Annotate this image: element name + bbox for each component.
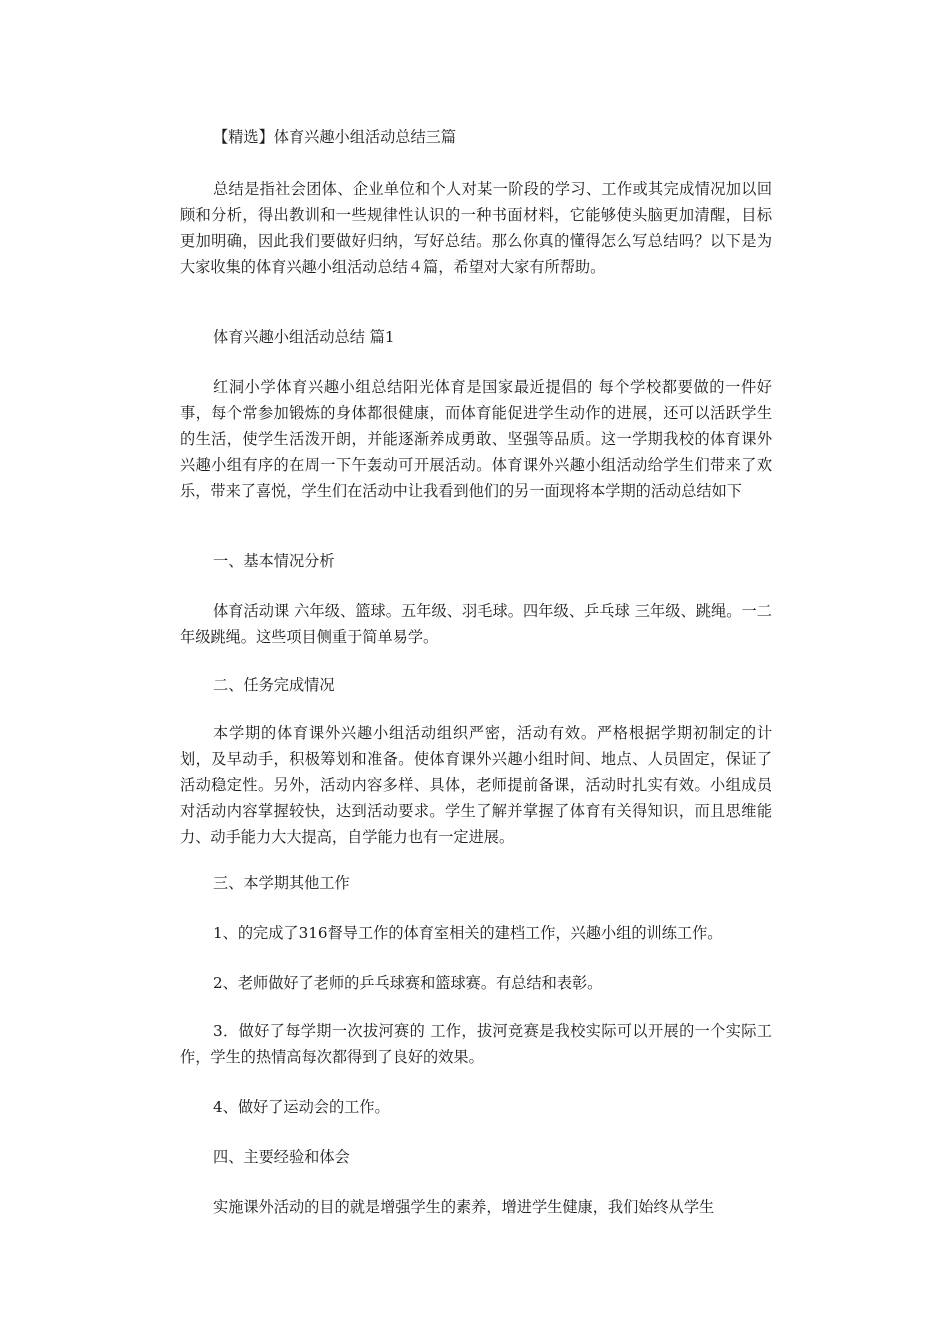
heading-other-work: 三、本学期其他工作: [213, 874, 350, 892]
document-title: 【精选】体育兴趣小组活动总结三篇: [213, 128, 456, 146]
heading-task-completion: 二、任务完成情况: [213, 676, 335, 694]
list-item: 2、老师做好了老师的乒乓球赛和篮球赛。有总结和表彰。: [213, 974, 603, 992]
intro-paragraph: 总结是指社会团体、企业单位和个人对某一阶段的学习、工作或其完成情况加以回顾和分析，得出教训和一些规律性认识的一种书面材料，它能够使头脑更加清醒，目标更加明确，因此我们要做好归纳，写好总结。那么你真的懂得怎么写总结吗？以下是为大家收集的体育兴趣小组活动总结４篇，希望对大家有所帮助。: [180, 180, 772, 276]
section-title: 体育兴趣小组活动总结 篇1: [213, 328, 395, 346]
heading-experience: 四、主要经验和体会: [213, 1148, 350, 1166]
section-intro-paragraph: 红洞小学体育兴趣小组总结阳光体育是国家最近提倡的 每个学校都要做的一件好事，每个常参加锻炼的身体都很健康，而体育能促进学生动作的进展，还可以活跃学生的生活，使学生活泼开朗，并能逐渐养成勇敢、坚强等品质。这一学期我校的体育课外兴趣小组有序的在周一下午轰动可开展活动。体育课外兴趣小组活动给学生们带来了欢乐，带来了喜悦，学生们在活动中让我看到他们的另一面现将本学期的活动总结如下: [180, 378, 772, 500]
list-item: 4、做好了运动会的工作。: [213, 1098, 390, 1116]
paragraph-experience: 实施课外活动的目的就是增强学生的素养，增进学生健康，我们始终从学生: [213, 1198, 715, 1216]
heading-basic-analysis: 一、基本情况分析: [213, 552, 335, 570]
list-item: 1、的完成了316督导工作的体育室相关的建档工作，兴趣小组的训练工作。: [213, 924, 723, 942]
list-item: 3．做好了每学期一次拔河赛的 工作，拔河竞赛是我校实际可以开展的一个实际工作，学生的热情高每次都得到了良好的效果。: [180, 1022, 772, 1066]
paragraph-basic-analysis: 体育活动课 六年级、篮球。五年级、羽毛球。四年级、乒乓球 三年级、跳绳。一二年级跳绳。这些项目侧重于简单易学。: [180, 602, 772, 646]
paragraph-task-completion: 本学期的体育课外兴趣小组活动组织严密，活动有效。严格根据学期初制定的计划，及早动手，积极筹划和准备。使体育课外兴趣小组时间、地点、人员固定，保证了活动稳定性。另外，活动内容多样、具体，老师提前备课，活动时扎实有效。小组成员对活动内容掌握较快，达到活动要求。学生了解并掌握了体育有关得知识，而且思维能力、动手能力大大提高，自学能力也有一定进展。: [180, 724, 772, 846]
